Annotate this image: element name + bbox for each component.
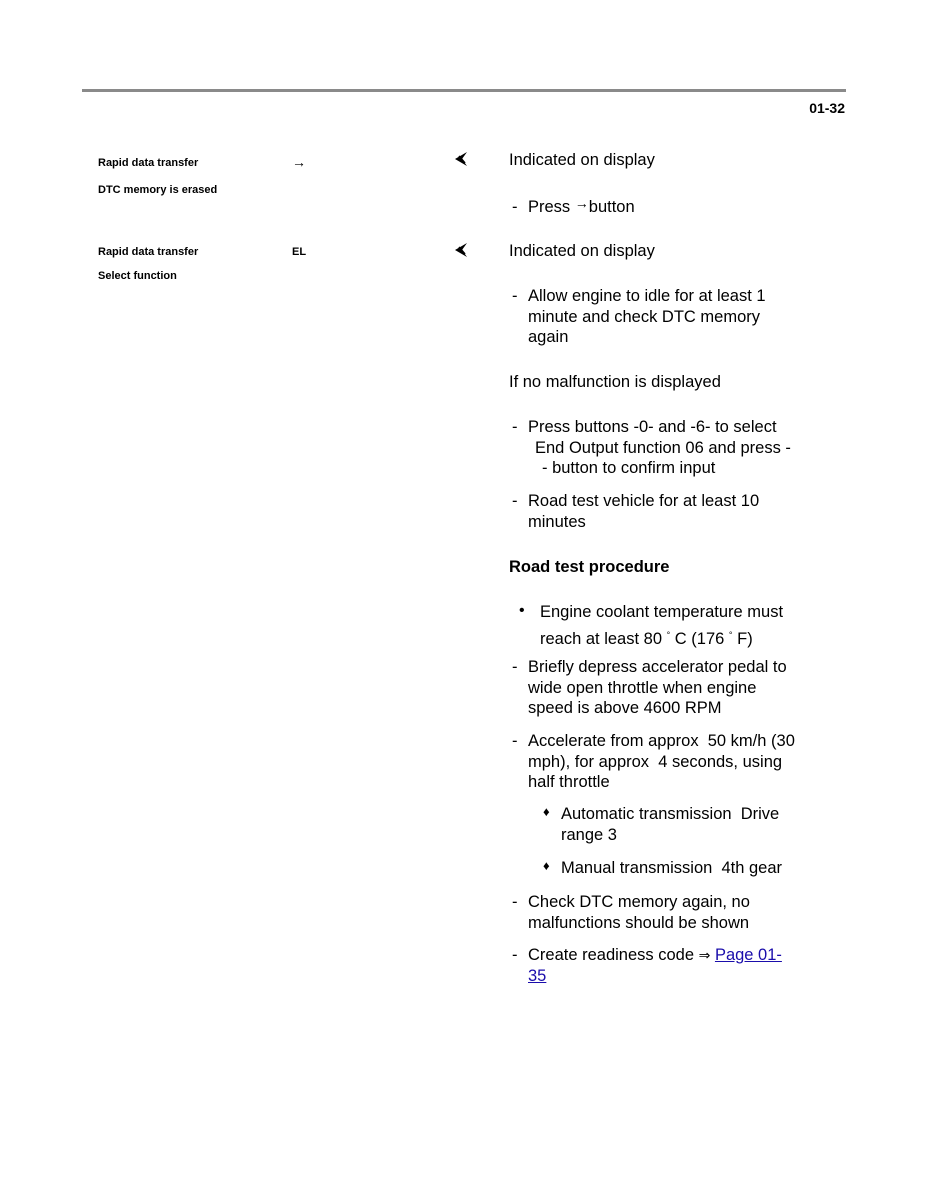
- road-test-step: [528, 491, 828, 532]
- check-dtc-step: [528, 892, 828, 933]
- allow-idle-line1: Allow engine to idle for at least 1: [528, 287, 766, 305]
- if-no-malfunction: If no malfunction is displayed: [509, 373, 721, 391]
- display-2-line2: Select function: [98, 270, 177, 282]
- diamond-bullet: ♦: [543, 858, 550, 873]
- pointer-icon: [453, 151, 469, 167]
- page-number: 01-32: [809, 100, 845, 116]
- check-dtc-line2: malfunctions should be shown: [528, 913, 750, 932]
- press-text: Press: [528, 198, 571, 216]
- accelerate-line2: mph), for approx 4 seconds, using: [528, 752, 783, 771]
- press-buttons-step: [528, 417, 828, 479]
- briefly-step: [528, 657, 828, 719]
- dash-bullet: -: [512, 732, 518, 750]
- display-1-arrow: →: [292, 154, 306, 170]
- indicated-on-display-2: Indicated on display: [509, 242, 655, 260]
- diamond-bullet: ♦: [543, 804, 550, 819]
- dash-bullet: -: [512, 198, 518, 216]
- page-link[interactable]: Page 01-: [714, 946, 782, 964]
- coolant-text-b: C (176: [674, 629, 725, 648]
- press-arrow-step: [528, 197, 828, 218]
- briefly-line1: Briefly depress accelerator pedal to: [528, 658, 787, 676]
- allow-idle-line3: again: [528, 328, 569, 346]
- dash-bullet: -: [512, 418, 518, 436]
- accelerate-line1: Accelerate from approx 50 km/h (30: [528, 732, 795, 750]
- allow-idle-line2: minute and check DTC memory: [528, 307, 760, 326]
- accelerate-line3: half throttle: [528, 773, 610, 791]
- dot-bullet: •: [519, 602, 525, 619]
- display-1-line2: DTC memory is erased: [98, 184, 218, 196]
- create-readiness-line1: [528, 945, 828, 966]
- create-readiness-step: [528, 945, 828, 986]
- briefly-line2: wide open throttle when engine: [528, 678, 757, 697]
- road-test-line2: minutes: [528, 512, 586, 531]
- press-buttons-line1: Press buttons -0- and -6- to select: [528, 418, 777, 436]
- pointer-icon: [453, 242, 469, 258]
- road-test-heading: Road test procedure: [509, 558, 670, 576]
- accelerate-step: [528, 731, 828, 793]
- coolant-line1: Engine coolant temperature must: [540, 603, 784, 621]
- press-suffix: button: [588, 198, 635, 216]
- double-arrow-icon: ⇒: [698, 947, 711, 963]
- header-rule: [82, 89, 846, 92]
- display-2-el: EL: [292, 246, 307, 258]
- coolant-text-a: reach at least 80: [540, 629, 662, 648]
- automatic-line2: range 3: [561, 825, 617, 844]
- create-readiness-text: Create readiness code: [528, 946, 695, 964]
- automatic-item: [561, 804, 831, 845]
- press-buttons-line2: End Output function 06 and press -: [535, 438, 791, 457]
- automatic-line1: Automatic transmission Drive: [561, 805, 780, 823]
- coolant-line2: [540, 625, 840, 650]
- dash-bullet: -: [512, 287, 518, 305]
- press-buttons-line3: - button to confirm input: [542, 459, 716, 477]
- check-dtc-line1: Check DTC memory again, no: [528, 893, 750, 911]
- page-link-continued[interactable]: 35: [528, 966, 547, 985]
- dash-bullet: -: [512, 946, 518, 964]
- dash-bullet: -: [512, 658, 518, 676]
- dash-bullet: -: [512, 492, 518, 510]
- arrow-icon: →: [574, 195, 589, 211]
- briefly-line3: speed is above 4600 RPM: [528, 699, 722, 717]
- dash-bullet: -: [512, 893, 518, 911]
- coolant-text-c: F): [737, 629, 753, 648]
- display-1-line1: Rapid data transfer: [98, 157, 199, 169]
- display-2-line1: Rapid data transfer: [98, 246, 199, 258]
- road-test-line1: Road test vehicle for at least 10: [528, 492, 760, 510]
- degree-symbol: °: [728, 629, 733, 640]
- degree-symbol: °: [666, 629, 671, 640]
- indicated-on-display-1: Indicated on display: [509, 151, 655, 169]
- allow-idle-step: [528, 286, 828, 348]
- manual-item: Manual transmission 4th gear: [561, 859, 783, 877]
- coolant-step: [540, 602, 840, 649]
